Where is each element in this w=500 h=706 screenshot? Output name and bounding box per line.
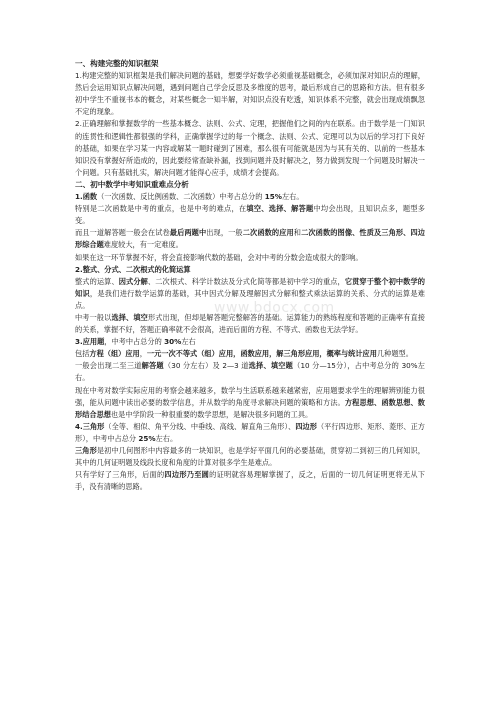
paragraph	[75, 421, 425, 445]
paragraph	[75, 360, 425, 384]
bold-text: 最后两题中	[169, 228, 207, 238]
text: 中均会出现，且知识点多，题型多变。	[75, 204, 425, 226]
text: 是初中几何图形中内容最多的一块知识，也是学好平面几何的必要基础，贯穿初二到初三的几何知识，其中的几何证明题及线段长度和角度的计算对很多学生是难点。	[75, 446, 425, 468]
text: 左右。	[155, 433, 178, 443]
bold-text: 15%	[264, 192, 282, 202]
bold-text: 一元一次不等式（组）应用，函数应用，解三角形应用，概率与统计应用	[146, 349, 377, 359]
text: 2.正确理解和掌握数学的一些基本概念、法则、公式、定理，把握他们之间的内在联系。由于数学是一门知识的连贯性和逻辑性都很强的学科，正确掌握学过的每一个概念、法则、公式、定理可以为以后的学习打下良好的基础，如果在学习某一内容或解某一题时碰到了困难，那么很有可能就是因为与其有关的、以前的一些基本知识没有掌握好所造成的，因此要经常查缺补漏，找到问题并及时解决之，努力做到发现一个问题及时解决一个问题。只有基础扎实，解决问题才能得心应手，成绩才会提高。	[75, 119, 425, 177]
bold-text: 四边形乃至圆	[164, 470, 210, 480]
paragraph	[75, 252, 425, 264]
bold-text: 选择、填空题	[248, 361, 294, 371]
bold-text: 它贯穿于整个初中数学的知识	[75, 276, 425, 298]
text: 中考一般以	[75, 312, 112, 322]
document-body	[75, 58, 425, 493]
text: 形式出现，但却是解答题完整解答的基础。运算能力的熟练程度和答题的正确率有直接的关系，掌握不好，答题正确率就不会很高，进而后面的方程、不等式、函数也无法学好。	[75, 312, 425, 335]
paragraph	[75, 70, 425, 118]
paragraph	[75, 264, 425, 276]
text: ，	[139, 349, 147, 359]
text: 如果在这一环节掌握不好，将会直接影响代数的基础，会对中考的分数会造成很大的影响。	[75, 252, 363, 262]
text: 特别是二次函数是中考的重点，也是中考的难点，在	[75, 204, 247, 214]
watermark: www.bdocx.com	[214, 300, 335, 316]
bold-text: 解答题	[141, 361, 164, 371]
paragraph	[75, 336, 425, 348]
section-heading: 一、构建完整的知识框架	[75, 59, 159, 68]
text: 整式的运算、	[75, 276, 119, 286]
text: ，是我们进行数学运算的基础，其中因式分解及理解因式分解和整式乘法运算的关系、分式的运算是难点。	[75, 288, 425, 310]
bold-text: 30%	[164, 337, 182, 347]
text: 的证明就容易理解掌握了，反之，后面的一切几何证明更将无从下手，没有清晰的思路。	[75, 470, 425, 492]
section-heading: 二、初中数学中考知识重难点分析	[75, 179, 189, 189]
text: 现在中考对数学实际应用的考察会越来越多，数学与生活联系越来越紧密，应用题要求学生的理解辨别能力很强，能从问题中读出必要的数学信息，并从数学的角度寻求解决问题的策略和方法。	[75, 385, 425, 407]
text: ，中考中占总分的	[104, 337, 165, 347]
text: 1.构建完整的知识框架是我们解决问题的基础，想要学好数学必须重视基础概念，必须加深对知识点的理解，然后会运用知识点解决问题，遇到问题自己学会反思及多维度的思考，最后形成自己的思路和方法。但有很多初中学生不重视书本的概念，对某些概念一知半解，对知识点没有吃透，知识体系不完整，就会出现成绩飘忽不定的现象。	[75, 71, 425, 117]
bold-text: 1.函数	[75, 192, 98, 202]
bold-text: 2.整式、分式、二次根式的化简运算	[75, 264, 191, 274]
paragraph	[75, 227, 425, 251]
bold-text: 25%	[138, 433, 156, 443]
text: 也是中学阶段一种很重要的数学思想，是解决很多问题的工具。	[110, 409, 313, 419]
text: （平行四边形、矩形、菱形、正方形），中考中占总分	[75, 421, 425, 443]
text: （10 分—15分），占中考总分的 30%左右。	[75, 361, 425, 383]
bold-text: 方程（组）应用	[89, 349, 140, 359]
bold-text: 四边形	[295, 421, 317, 431]
text: 难度较大，有一定难度。	[103, 240, 183, 250]
bold-text: 方程思想、函数思想、数形结合思想	[75, 397, 425, 419]
text: 几种题型。	[376, 349, 413, 359]
text: 包括	[75, 349, 90, 359]
text: 一般会出现二至三道	[75, 361, 142, 371]
text: 而且一道解答题一般会在试卷	[75, 228, 170, 238]
text: 只有学好了三角形，后面的	[75, 470, 165, 480]
paragraph	[75, 118, 425, 178]
text: 、二次根式、科学计数法及分式化简等都是初中学习的重点，	[147, 276, 345, 286]
paragraph	[75, 469, 425, 493]
bold-text: 选择、填空	[111, 312, 148, 322]
paragraph	[75, 348, 425, 360]
paragraph	[75, 445, 425, 469]
text: 左右	[181, 337, 196, 347]
bold-text: 填空、选择、解答题	[246, 204, 314, 214]
paragraph	[75, 203, 425, 227]
bold-text: 二次函数的图像、性质及三角形、四边形综合题	[75, 228, 425, 250]
paragraph	[75, 385, 425, 421]
bold-text: 4.三角形	[75, 421, 105, 431]
text: 左右。	[281, 192, 304, 202]
bold-text: 因式分解	[118, 276, 148, 286]
text: 出现，一般	[206, 228, 243, 238]
bold-text: 二次函数的应用	[242, 228, 294, 238]
text: （全等、相似、角平分线、中垂线、高线、解直角三角形）、	[104, 421, 296, 431]
text: （30 分左右）及 2—3 道	[163, 361, 249, 371]
paragraph	[75, 191, 425, 203]
bold-text: 3.应用题	[75, 337, 105, 347]
bold-text: 三角形	[75, 446, 97, 455]
text: 和	[293, 228, 302, 238]
text: （一次函数、反比例函数、二次函数）中考占总分的	[97, 192, 265, 202]
